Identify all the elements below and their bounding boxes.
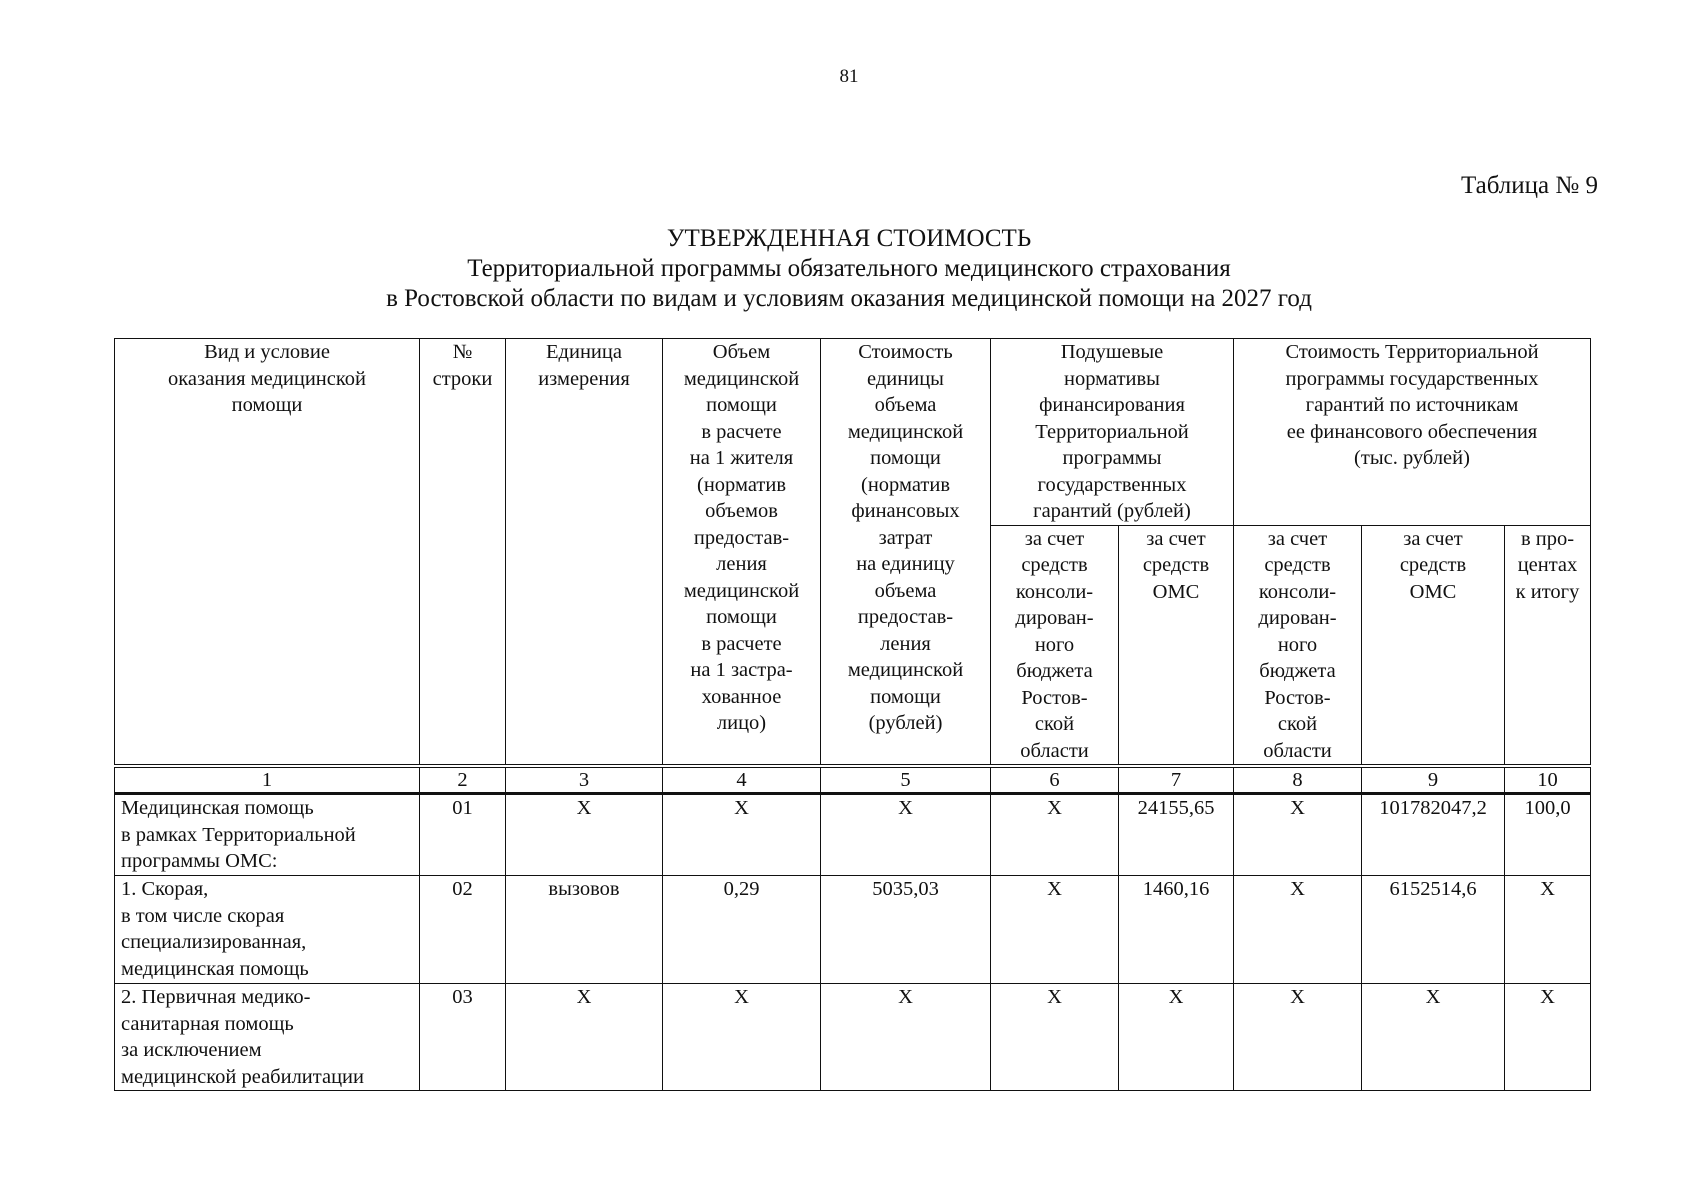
row-per-capita-oms: 1460,16 (1119, 876, 1234, 984)
row-percent: 100,0 (1505, 794, 1591, 876)
header-row-top (115, 339, 1591, 526)
header-line-number: № строки (420, 339, 506, 767)
column-number: 10 (1505, 766, 1591, 794)
table-row (115, 984, 1591, 1091)
row-unit-cost: X (821, 984, 991, 1091)
header-per-capita-group: Подушевые нормативы финансирования Территориальной программы государственных гарантий (рублей) (991, 339, 1234, 526)
header-total-budget: за счет средств консоли- дирован- ного бюджета Ростов- ской области (1234, 525, 1362, 766)
column-number: 1 (115, 766, 420, 794)
row-total-oms: X (1362, 984, 1505, 1091)
row-per-capita-oms: X (1119, 984, 1234, 1091)
page-number: 81 (839, 66, 859, 87)
row-unit: вызовов (506, 876, 663, 984)
row-per-capita-budget: X (991, 794, 1119, 876)
row-volume: 0,29 (663, 876, 821, 984)
row-unit: X (506, 984, 663, 1091)
row-unit: X (506, 794, 663, 876)
header-percent: в про- центах к итогу (1505, 525, 1591, 766)
column-number-row (115, 766, 1591, 794)
row-total-oms: 6152514,6 (1362, 876, 1505, 984)
row-line-number: 02 (420, 876, 506, 984)
row-volume: X (663, 984, 821, 1091)
header-volume: Объем медицинской помощи в расчете на 1 жителя (норматив объемов предостав- ления медицинской помощи в расчете на 1 застра- хованное лицо) (663, 339, 821, 767)
header-per-capita-budget: за счет средств консоли- дирован- ного бюджета Ростов- ской области (991, 525, 1119, 766)
column-number: 9 (1362, 766, 1505, 794)
column-number: 2 (420, 766, 506, 794)
row-total-budget: X (1234, 984, 1362, 1091)
row-unit-cost: 5035,03 (821, 876, 991, 984)
column-number: 4 (663, 766, 821, 794)
row-percent: X (1505, 984, 1591, 1091)
title-line-3: в Ростовской области по видам и условиям оказания медицинской помощи на 2027 год (386, 285, 1312, 312)
header-per-capita-oms: за счет средств ОМС (1119, 525, 1234, 766)
table-row (115, 794, 1591, 876)
header-care-type: Вид и условие оказания медицинской помощи (115, 339, 420, 767)
table-row (115, 876, 1591, 984)
column-number: 3 (506, 766, 663, 794)
row-name: Медицинская помощь в рамках Территориальной программы ОМС: (115, 794, 420, 876)
row-line-number: 03 (420, 984, 506, 1091)
header-total-oms: за счет средств ОМС (1362, 525, 1505, 766)
row-per-capita-budget: X (991, 984, 1119, 1091)
row-total-budget: X (1234, 876, 1362, 984)
column-number: 5 (821, 766, 991, 794)
row-name: 2. Первичная медико- санитарная помощь за исключением медицинской реабилитации (115, 984, 420, 1091)
title-line-1: УТВЕРЖДЕННАЯ СТОИМОСТЬ (666, 225, 1032, 252)
document-title (0, 224, 1698, 314)
title-line-2: Территориальной программы обязательного медицинского страхования (467, 255, 1231, 282)
cost-table (114, 338, 1591, 1091)
row-total-oms: 101782047,2 (1362, 794, 1505, 876)
column-number: 6 (991, 766, 1119, 794)
row-total-budget: X (1234, 794, 1362, 876)
row-name: 1. Скорая, в том числе скорая специализированная, медицинская помощь (115, 876, 420, 984)
header-unit-cost: Стоимость единицы объема медицинской помощи (норматив финансовых затрат на единицу объема предостав- ления медицинской помощи (рублей) (821, 339, 991, 767)
column-number: 8 (1234, 766, 1362, 794)
header-unit: Единица измерения (506, 339, 663, 767)
header-total-cost-group: Стоимость Территориальной программы государственных гарантий по источникам ее финансового обеспечения (тыс. рублей) (1234, 339, 1591, 526)
table-caption: Таблица № 9 (1460, 172, 1598, 199)
row-volume: X (663, 794, 821, 876)
row-per-capita-budget: X (991, 876, 1119, 984)
column-number: 7 (1119, 766, 1234, 794)
row-percent: X (1505, 876, 1591, 984)
row-per-capita-oms: 24155,65 (1119, 794, 1234, 876)
row-unit-cost: X (821, 794, 991, 876)
row-line-number: 01 (420, 794, 506, 876)
